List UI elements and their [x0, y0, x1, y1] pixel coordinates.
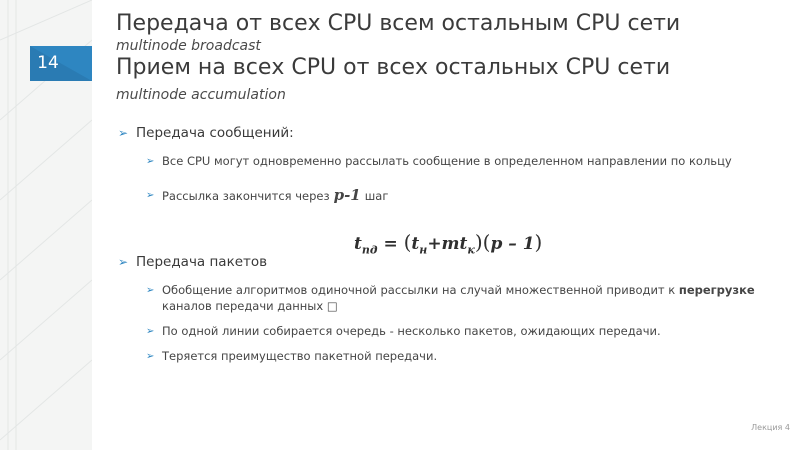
arrow-bullet-icon: ➢: [146, 156, 155, 167]
bullet-steps: ➢ Рассылка закончится через p-1 шаг: [146, 186, 389, 204]
bullet-generalization: ➢ Обобщение алгоритмов одиночной рассылки на случай множественной приводит к перегрузке каналов передачи данных □: [146, 283, 755, 313]
arrow-bullet-icon: ➢: [146, 351, 155, 362]
title-line-2: Прием на всех CPU от всех остальных CPU сети: [116, 55, 671, 80]
bullet-advantage-lost: ➢ Теряется преимущество пакетной передачи.: [146, 349, 438, 363]
arrow-bullet-icon: ➢: [146, 285, 155, 296]
arrow-bullet-icon: ➢: [146, 326, 155, 337]
page-number-badge: [0, 0, 100, 90]
transfer-time-formula: $t_{пд} = (t_н+mt_к)(p - 1)$: [354, 230, 543, 257]
arrow-bullet-icon: ➢: [146, 190, 155, 201]
bullet-ring-broadcast: ➢ Все CPU могут одновременно рассылать сообщение в определенном направлении по кольцу: [146, 154, 732, 168]
slide-title: [116, 10, 796, 104]
bullet-queue: ➢ По одной линии собирается очередь - несколько пакетов, ожидающих передачи.: [146, 324, 661, 338]
arrow-bullet-icon: ➢: [118, 255, 129, 269]
bullet-packets: ➢ Передача пакетов: [118, 254, 268, 270]
footer-lecture-label: Лекция 4: [751, 423, 790, 432]
p-minus-1: p-1: [333, 186, 361, 204]
subtitle-2: multinode accumulation: [116, 87, 286, 103]
title-line-1: Передача от всех CPU всем остальным CPU сети: [116, 11, 681, 36]
bullet-messages: ➢ Передача сообщений:: [118, 125, 294, 141]
subtitle-1: multinode broadcast: [116, 38, 261, 54]
page-number: 14: [37, 53, 59, 73]
arrow-bullet-icon: ➢: [118, 126, 129, 140]
